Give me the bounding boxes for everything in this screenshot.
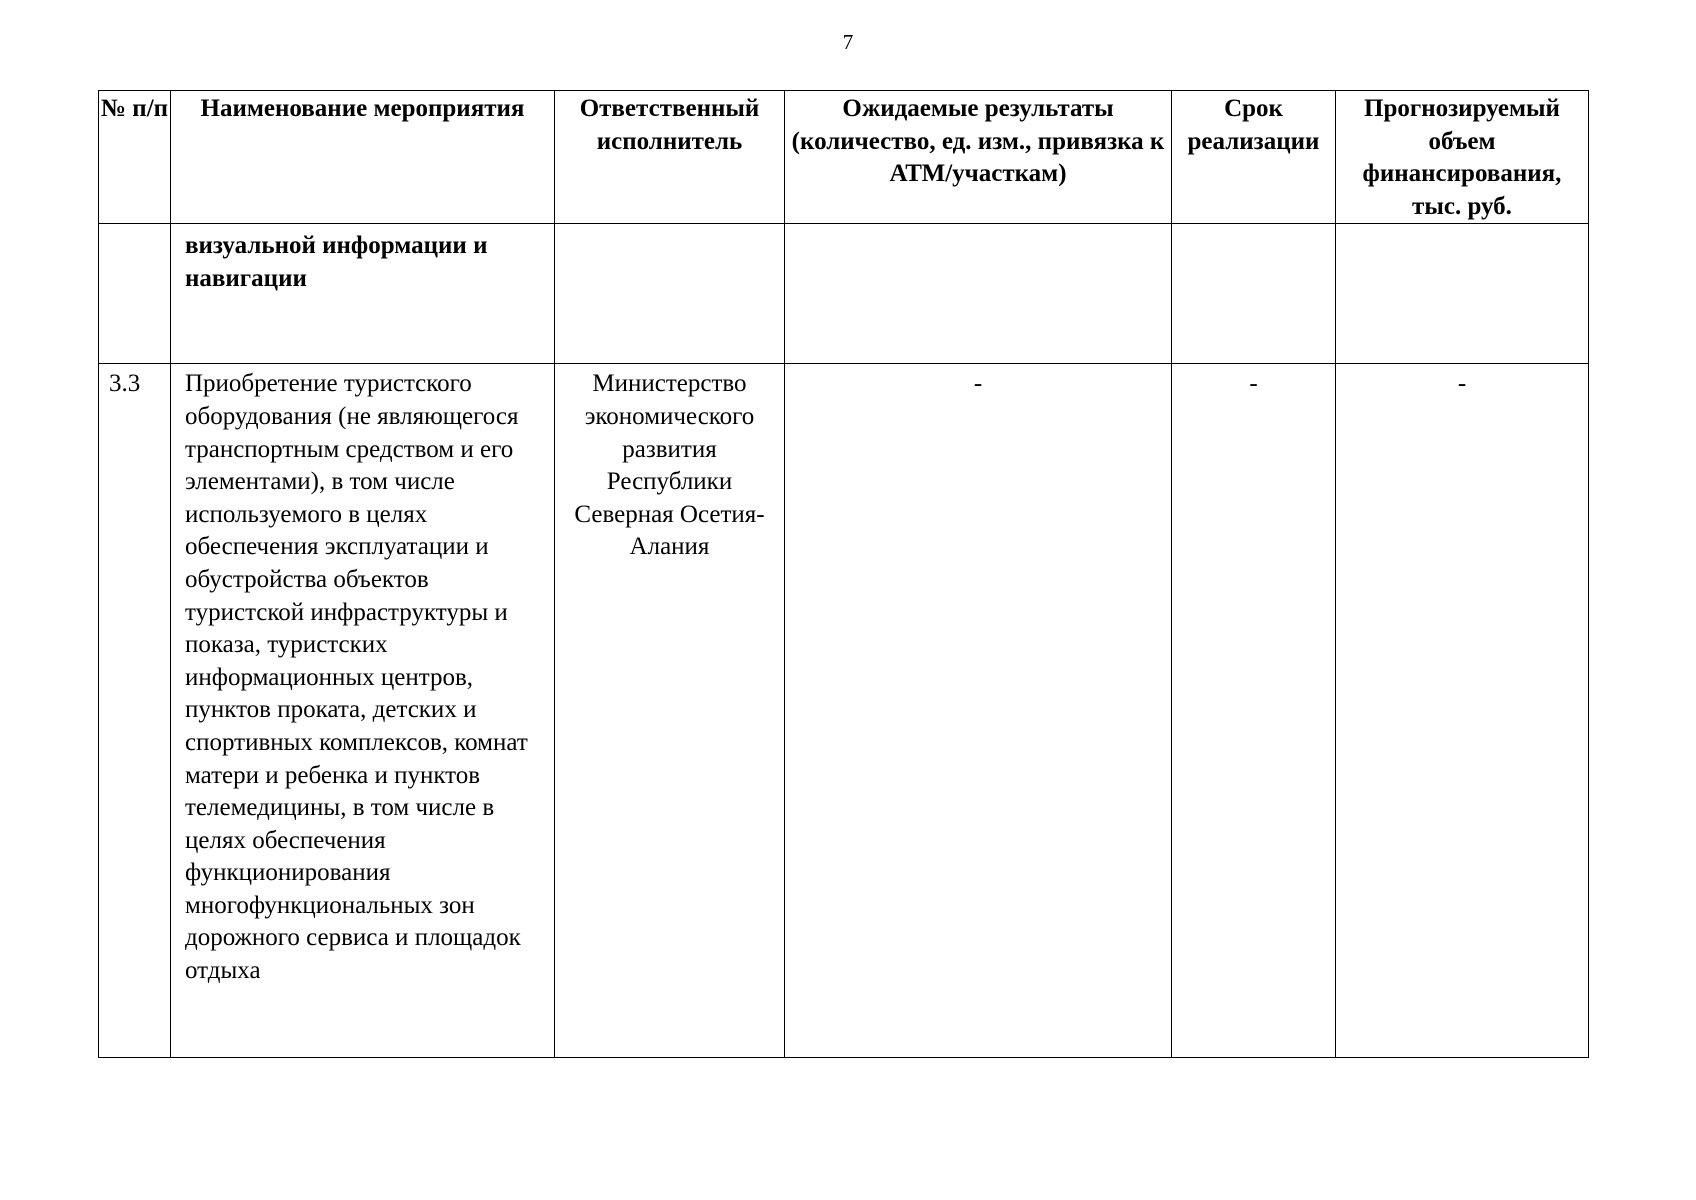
cont-name: визуальной информации и навигации <box>171 224 555 364</box>
table-row <box>99 364 1589 1058</box>
header-responsible: Ответственный исполнитель <box>555 91 785 224</box>
header-term: Срок реализации <box>1172 91 1336 224</box>
cont-responsible <box>555 224 785 364</box>
header-num: № п/п <box>99 91 171 224</box>
measures-table <box>98 90 1589 1058</box>
row-num: 3.3 <box>99 364 171 1058</box>
cont-results <box>785 224 1172 364</box>
row-results: - <box>785 364 1172 1058</box>
row-term: - <box>1172 364 1336 1058</box>
header-financing: Прогнозируемый объем финансирования, тыс. руб. <box>1336 91 1589 224</box>
header-name: Наименование мероприятия <box>171 91 555 224</box>
row-responsible: Министерство экономического развития Республики Северная Осетия-Алания <box>555 364 785 1058</box>
row-name: Приобретение туристского оборудования (не являющегося транспортным средством и его элементами), в том числе используемого в целях обеспечения эксплуатации и обустройства объектов туристской инфраструктуры и показа, туристских информационных центров, пунктов проката, детских и спортивных комплексов, комнат матери и ребенка и пунктов телемедицины, в том числе в целях обеспечения функционирования многофункциональных зон дорожного сервиса и площадок отдыха <box>171 364 555 1058</box>
header-results: Ожидаемые результаты (количество, ед. изм., привязка к АТМ/участкам) <box>785 91 1172 224</box>
measures-table-container <box>98 90 1588 1058</box>
table-header-row <box>99 91 1589 224</box>
cont-term <box>1172 224 1336 364</box>
cont-num <box>99 224 171 364</box>
continuation-row <box>99 224 1589 364</box>
row-financing: - <box>1336 364 1589 1058</box>
cont-financing <box>1336 224 1589 364</box>
page-number: 7 <box>842 30 854 54</box>
